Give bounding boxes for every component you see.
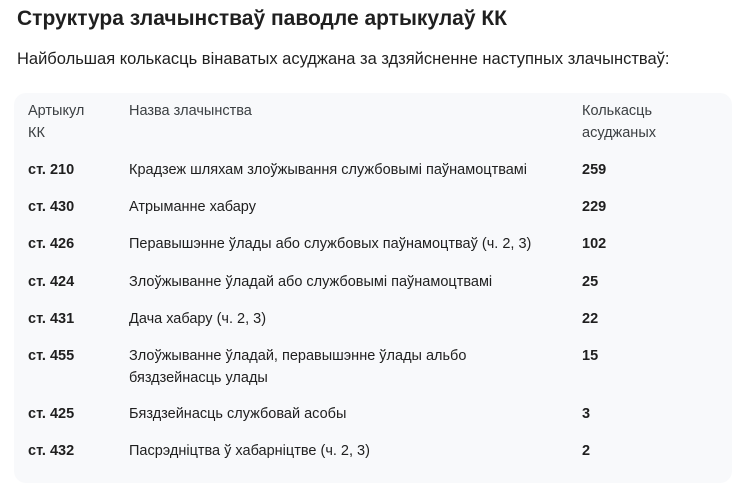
count-cell: 2 xyxy=(582,443,591,459)
count-cell: 15 xyxy=(582,348,599,364)
article-cell: ст. 425 xyxy=(28,406,75,422)
crime-name-cell: Крадзеж шляхам злоўжывання службовымі паўнамоцтвамі xyxy=(129,162,527,178)
intro-text: Найбольшая колькасць вінаватых асуджана за здзяйсненне наступных злачынстваў: xyxy=(17,50,670,68)
article-cell: ст. 210 xyxy=(28,162,75,178)
crime-name-cell: Пасрэдніцтва ў хабарніцтве (ч. 2, 3) xyxy=(129,443,370,459)
header-article: Артыкул КК xyxy=(28,103,85,141)
article-cell: ст. 430 xyxy=(28,199,75,215)
article-cell: ст. 455 xyxy=(28,348,75,364)
crime-name-cell: Дача хабару (ч. 2, 3) xyxy=(129,311,267,327)
article-cell: ст. 432 xyxy=(28,443,75,459)
crime-statistics-table xyxy=(14,93,732,483)
crime-name-cell: Перавышэнне ўлады або службовых паўнамоцтваў (ч. 2, 3) xyxy=(129,236,532,252)
article-cell: ст. 431 xyxy=(28,311,75,327)
count-cell: 102 xyxy=(582,236,607,252)
article-cell: ст. 426 xyxy=(28,236,75,252)
count-cell: 259 xyxy=(582,162,607,178)
page-title: Структура злачынстваў паводле артыкулаў КК xyxy=(17,7,507,30)
header-crime-name: Назва злачынства xyxy=(129,103,252,119)
count-cell: 25 xyxy=(582,274,599,290)
crime-name-cell: Злоўжыванне ўладай, перавышэнне ўлады альбо бяздзейнасць улады xyxy=(129,348,467,386)
count-cell: 3 xyxy=(582,406,591,422)
crime-name-cell: Атрыманне хабару xyxy=(129,199,256,215)
crime-name-cell: Злоўжыванне ўладай або службовымі паўнамоцтвамі xyxy=(129,274,493,290)
header-convicted-count: Колькасць асуджаных xyxy=(582,103,656,141)
article-cell: ст. 424 xyxy=(28,274,75,290)
count-cell: 22 xyxy=(582,311,599,327)
crime-name-cell: Бяздзейнасць службовай асобы xyxy=(129,406,347,422)
count-cell: 229 xyxy=(582,199,607,215)
